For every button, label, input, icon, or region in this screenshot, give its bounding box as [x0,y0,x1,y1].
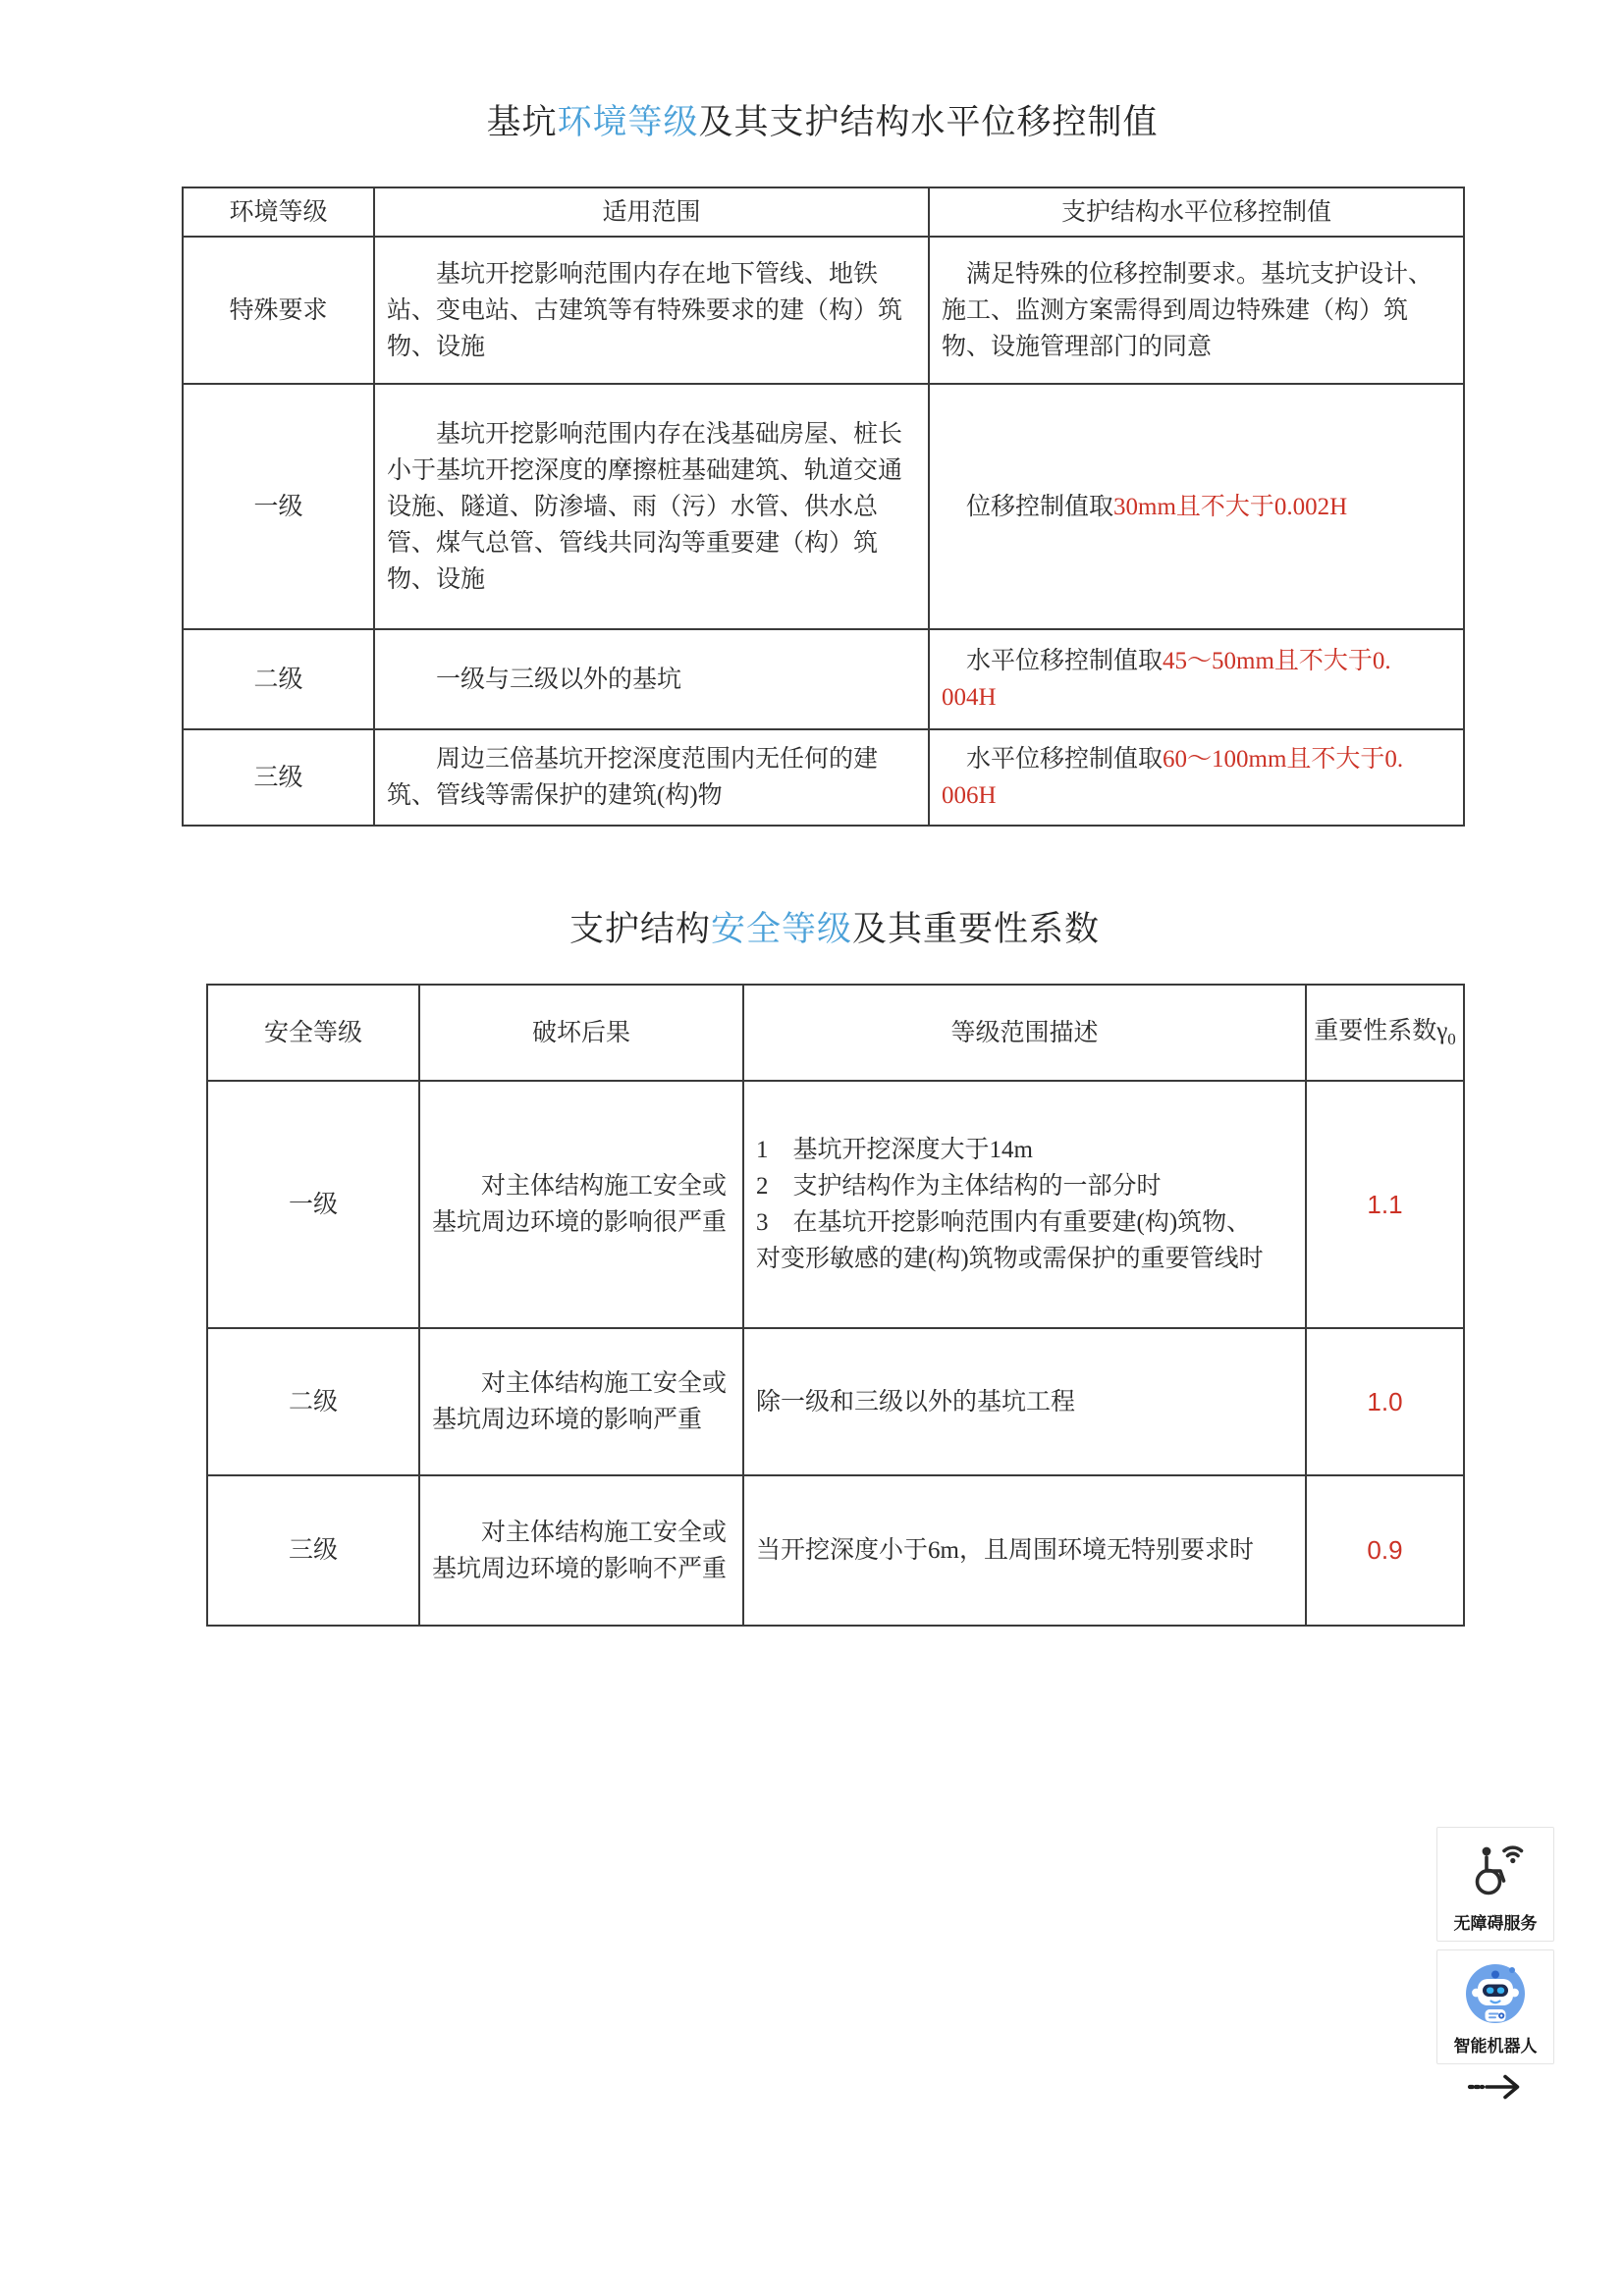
col-header-control-value: 支护结构水平位移控制值 [929,187,1464,237]
grade-cell: 一级 [183,384,374,629]
table-row [183,629,1464,729]
scope-cell [374,629,929,729]
table-header-row [183,187,1464,237]
dashed-right-arrow-icon[interactable] [1467,2071,1526,2103]
description-cell: 当开挖深度小于6m，且周围环境无特别要求时 [743,1475,1306,1626]
control-value-cell [929,384,1464,629]
coefficient-cell: 1.1 [1306,1081,1464,1328]
consequence-cell [419,1081,743,1328]
table-row [207,1081,1464,1328]
description-cell: 除一级和三级以外的基坑工程 [743,1328,1306,1475]
scope-cell [374,384,929,629]
table-row [183,237,1464,384]
safety-title-post: 及其重要性系数 [852,910,1101,948]
safety-grade-table [206,984,1465,1627]
coefficient-cell: 0.9 [1306,1475,1464,1626]
grade-cell: 一级 [207,1081,419,1328]
robot-icon [1463,1950,1528,2037]
table-row [183,384,1464,629]
wheelchair-wifi-icon [1465,1828,1526,1914]
grade-cell: 特殊要求 [183,237,374,384]
col-header-consequence: 破坏后果 [419,985,743,1081]
table-header-row [207,985,1464,1081]
control-value-cell [929,729,1464,826]
env-title-highlight: 环境等级 [557,103,699,141]
control-value-cell [929,629,1464,729]
env-table-title [182,98,1463,147]
scope-text: 一级与三级以外的基坑 [436,666,682,693]
coefficient-cell: 1.0 [1306,1328,1464,1475]
grade-cell: 三级 [183,729,374,826]
gamma-subscript: 0 [1447,1030,1456,1049]
scope-text: 基坑开挖影响范围内存在地下管线、地铁站、变电站、古建筑等有特殊要求的建（构）筑物、设施 [387,260,903,360]
control-value-red: 60～100mm且不大于0. 006H [942,746,1404,809]
table-row [207,1328,1464,1475]
control-text: 水平位移控制值取 [966,648,1164,674]
scope-text: 基坑开挖影响范围内存在浅基础房屋、桩长小于基坑开挖深度的摩擦桩基础建筑、轨道交通设施、隧道、防渗墙、雨（污）水管、供水总管、煤气总管、管线共同沟等重要建（构）筑物、设施 [387,420,903,593]
grade-cell: 三级 [207,1475,419,1626]
consequence-cell [419,1328,743,1475]
table-row [207,1475,1464,1626]
gamma-symbol: γ [1436,1018,1448,1045]
consequence-cell [419,1475,743,1626]
consequence-text: 对主体结构施工安全或基坑周边环境的影响很严重 [432,1173,728,1236]
control-text: 满足特殊的位移控制要求。基坑支护设计、施工、监测方案需得到周边特殊建（构）筑物、设施管理部门的同意 [942,260,1434,360]
accessibility-label: 无障碍服务 [1453,1914,1538,1933]
grade-cell: 二级 [207,1328,419,1475]
grade-cell: 二级 [183,629,374,729]
scope-cell [374,237,929,384]
control-value-red: 30mm且不大于0.002H [1113,493,1348,520]
description-cell: 1 基坑开挖深度大于14m 2 支护结构作为主体结构的一部分时 3 在基坑开挖影响范围内有重要建(构)筑物、 对变形敏感的建(构)筑物或需保护的重要管线时 [743,1081,1306,1328]
safety-table-title [206,905,1463,954]
consequence-text: 对主体结构施工安全或基坑周边环境的影响严重 [432,1370,728,1433]
scope-text: 周边三倍基坑开挖深度范围内无任何的建筑、管线等需保护的建筑(构)物 [387,746,879,809]
smart-robot-widget[interactable] [1436,1949,1554,2064]
env-title-pre: 基坑 [486,103,558,141]
safety-title-highlight: 安全等级 [710,910,852,948]
control-text: 位移控制值取 [966,493,1114,520]
col-header-scope: 适用范围 [374,187,929,237]
col-header-safety-grade: 安全等级 [207,985,419,1081]
control-value-cell [929,237,1464,384]
env-title-post: 及其支护结构水平位移控制值 [698,103,1159,141]
safety-title-pre: 支护结构 [568,910,711,948]
consequence-text: 对主体结构施工安全或基坑周边环境的影响不严重 [432,1519,728,1582]
col-header-importance-coef: 重要性系数$\gamma_0$ [1306,985,1464,1081]
robot-label: 智能机器人 [1453,2037,1538,2056]
scope-cell [374,729,929,826]
table-row [183,729,1464,826]
control-value-red: 45～50mm且不大于0. 004H [942,648,1391,711]
env-grade-table [182,187,1465,827]
col-header-description: 等级范围描述 [743,985,1306,1081]
accessibility-widget[interactable] [1436,1827,1554,1942]
col-header-env-grade: 环境等级 [183,187,374,237]
control-text: 水平位移控制值取 [966,746,1164,773]
